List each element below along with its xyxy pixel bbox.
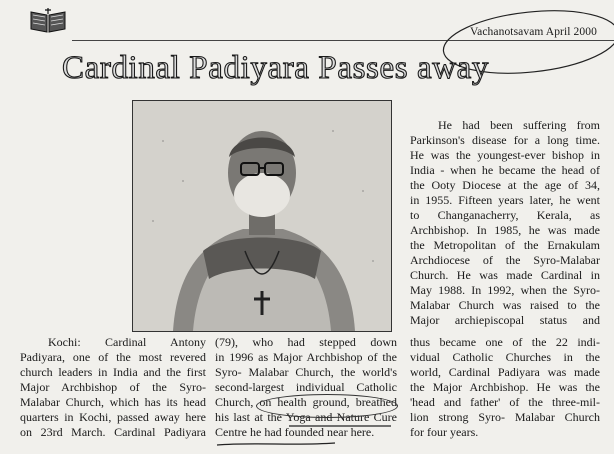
article-column-left	[20, 335, 206, 440]
text-line: Archbishop. In 1985, he was made	[410, 223, 600, 237]
pen-circle-mark	[256, 394, 398, 418]
text-line: Kochi: Cardinal Antony	[48, 335, 206, 349]
text-line: Malabar Church was raised to the	[410, 298, 600, 312]
text-line: India - when he became the head of	[410, 163, 600, 177]
text-line: the Metropolitan of the Ernakulam	[410, 238, 600, 252]
text-line: lion strong Syro- Malabar Church	[410, 410, 600, 424]
text-line: He was the youngest-ever bishop in	[410, 148, 600, 162]
text-line: for four years.	[410, 425, 479, 439]
portrait-photo	[132, 100, 392, 332]
text-line: church leaders in India and the first	[20, 365, 206, 379]
text-line: Padiyara, one of the most revered	[20, 350, 206, 364]
text-line: quarters in Kochi, passed away here	[20, 410, 206, 424]
text-line: Archdiocese of the Syro-Malabar	[410, 253, 600, 267]
text-line: (79), who had stepped down	[215, 335, 397, 349]
text-line: the Ooty Diocese at the age of 34,	[410, 178, 600, 192]
text-line: on 23rd March. Cardinal Padiyara	[20, 425, 206, 439]
masthead-issue: Vachanotsavam April 2000	[470, 26, 597, 38]
text-line: Parkinson's disease for a long time.	[410, 133, 600, 147]
text-line: Major Archbishop of the Syro-	[20, 380, 206, 394]
article-column-right-continued	[410, 335, 600, 440]
text-line: May 1988. In 1992, when the Syro-	[410, 283, 600, 297]
pen-underline-mark	[215, 424, 395, 448]
text-line: vidual Catholic Churches in the	[410, 350, 600, 364]
text-line: Major archiepiscopal status and	[410, 313, 600, 327]
text-line: world, Cardinal Padiyara was made	[410, 365, 600, 379]
text-line: He had been suffering from	[438, 118, 600, 132]
text-line: second-largest individual Catholic	[215, 380, 397, 394]
headline: Cardinal Padiyara Passes away	[62, 50, 490, 86]
text-line: to Changanacherry, Kerala, as	[410, 208, 600, 222]
text-line: his last at the Yoga and Nature Cure	[215, 410, 397, 424]
text-line: in 1955. Fifteen years later, he went	[410, 193, 600, 207]
text-line: Syro- Malabar Church, the world's	[215, 365, 397, 379]
text-line: in 1996 as Major Archbishop of the	[215, 350, 397, 364]
text-line: Centre he had founded near here.	[215, 425, 375, 439]
text-line: Malabar Church, which has its head	[20, 395, 206, 409]
text-line: 'head and father' of the three-mil-	[410, 395, 600, 409]
text-line: the Major Archbishop. He was the	[410, 380, 600, 394]
text-line: thus became one of the 22 indi-	[410, 335, 600, 349]
text-line: Church. He was made Cardinal in	[410, 268, 600, 282]
article-column-right	[410, 118, 600, 328]
portrait-image	[133, 101, 391, 331]
text-line: Church, on health ground, breathed	[215, 395, 397, 409]
open-book-logo	[27, 6, 69, 36]
